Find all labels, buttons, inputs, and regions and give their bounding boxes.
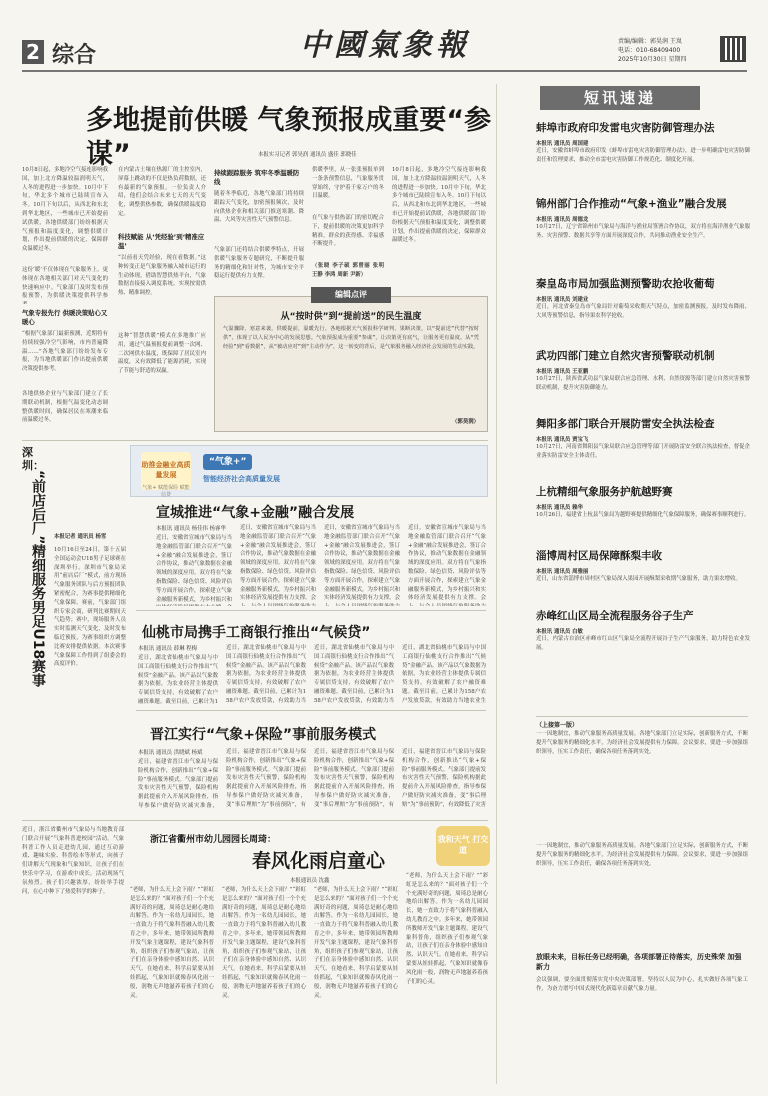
editor-line: 责编/编辑：郭昊润 王岚 <box>618 38 682 45</box>
brief-byline: 本报讯 通讯员 赖华 <box>536 505 583 511</box>
brief-item <box>536 608 750 669</box>
finance-body-3: 近日，福建省晋江市气象局与保险机构合作，创新推出“气象+保险”事前服务模式。气象部门提前发布灾害性天气预警，保险机构据此提前介入开展风险排查，指导参保户做好防灾减灾准备， <box>138 759 218 809</box>
shenzhen-body: 10月16日至24日，第十五届全国运动会U18男子足球赛在深圳举行。深圳市气象局采用“前店后厂”模式，前方现场气象服务团队与后方预报团队紧密配合，为赛事提供精细化气象保障。赛前，气象部门组织专家会商，研判比赛期间天气趋势；赛中，现场服务人员实时监测天气变化，及时发布临近预报，为赛事组织方调整比赛安排提供依据。本次赛事气象保障工作得到了组委会的高度评价。 <box>54 547 126 668</box>
finance-headline-1: 宣城推进“气象+金融”融合发展 <box>156 505 355 521</box>
lead-headline: 多地提前供暖 气象预报成重要“参谋” <box>86 105 492 170</box>
banner-tag: “气象+” <box>203 454 252 470</box>
brief-item <box>536 276 750 343</box>
finance-body-1-cont: 近日，安徽省宣城市气象局与当地金融监管部门联合召开“气象+金融”融合发展推进会，签订合作协议，推动气象数据在金融领域的深度应用。双方将在气象指数保险、绿色信贷、风险评估等方面开展合作，探索建立气象金融服务新模式，为乡村振兴和实体经济发展提供有力支撑。会 <box>240 525 316 602</box>
lead-col-5 <box>392 166 486 296</box>
banner-title: 助推金融业高质量发展 <box>141 461 191 479</box>
brief-body: 近日，内蒙古自治区赤峰市红山区气象局全流程开展谷子生产气象服务，助力特色农业发展。 <box>536 636 750 651</box>
brief-item <box>536 348 750 411</box>
finance-headline-3: 晋江实行“气象+保险”事前服务模式 <box>150 727 377 743</box>
lead-paragraph: 供暖季里，从一张张预报单到一条条预警信息，气象服务贯穿始终，守护着千家万户的冬日温暖。 <box>312 167 384 200</box>
commentary-body: 气温骤降，寒意来袭。供暖提前，温暖先行。各地根据天气预报科学研判、果断决策，以“提前送”代替“按时供”，体现了以人民为中心的发展思想。气象预报成为重要“参谋”，让决策更有底气，让服务更有温度。从“凭经验”到“看数据”，从“被动应对”到“主动作为”，这一转变的背后，是气象服务融入经济社会发展的生动实践。 <box>223 326 479 350</box>
shenzhen-vertical-title: “前店后厂”精细服务男足U18赛事 <box>30 470 46 688</box>
weather-logo: 我和天气 打交道 <box>436 826 490 866</box>
brief-title: 蚌埠市政府印发雷电灾害防御管理办法 <box>536 122 715 134</box>
page-number-box: 2 <box>22 40 44 64</box>
finance-headline-2: 仙桃市局携手工商银行推出“气候贷” <box>142 625 371 641</box>
commentary-label: 编辑点评 <box>311 287 391 303</box>
closing-body: 会议强调，要全面贯彻落实党中央决策部署，坚持以人民为中心，扎实做好各项气象工作，为奋力谱写中国式现代化新篇章贡献气象力量。 <box>536 977 748 992</box>
finance-body-3-cont: 近日，福建省晋江市气象局与保险机构合作，创新推出“气象+保险”事前服务模式。气象部门提前发布灾害性天气预警，保险机构据此提前介入开展风险排查，指导参保户做好防灾减灾准备，变“事后理赔”为“事前预防”，有效降低了灾害 <box>402 749 486 808</box>
lead-paragraph: 10月8日起，多地冷空气接连影响我国，加上北方降温较温润明天气，人冬的进程进一步加快。10月中下旬，华北多个城市已陆续宣布入冬。10月下旬以后，从西北和东北到华北地区，一些城市已开始提前试供暖，各地供暖部门纷纷根据天气预报和温度变化，调整供暖计划，作出提前供暖的决定，保障群众温暖过冬。 <box>22 167 108 253</box>
brief-title: 淄博周村区局保障酥梨丰收 <box>536 550 662 562</box>
commentary-box <box>214 290 488 432</box>
qr-code <box>720 36 746 62</box>
lead-paragraph: 在内蒙古土壤在热源厂的主控室内，屏幕上跳动的不仅是热负荷数据，还有最新的气象预报。一位负责人介绍，他们会结合未来七天的天气变化，调整供热参数，确保供暖温度稳定。 <box>118 167 206 217</box>
brief-item <box>536 196 750 271</box>
lead-subheading: 气象专报先行 供暖决策贴心又暖心 <box>22 309 108 326</box>
briefs-list <box>536 120 750 710</box>
brief-title: 上杭精细气象服务护航越野赛 <box>536 486 673 498</box>
finance-rule-2 <box>136 710 486 711</box>
brief-item <box>536 416 750 479</box>
lead-paragraph: 这份‘暖’不仅体现在气象服务上，更体现在各地相关部门对天气变化的快速响应中。气象部门及时发布预报预警，为供暖决策提供科学参 <box>22 267 108 300</box>
finance-body-2-cont: 近日，湖北省仙桃市气象局与中国工商银行仙桃支行合作推出“气候贷”金融产品。该产品以气象数据为依据，为农业经营主体提供专属信贷支持，有效破解了农户融资难题。截至目前，已累计为158户农户发放贷款，有效助力当 <box>314 645 394 704</box>
finance-body-2-cont: 近日，湖北省仙桃市气象局与中国工商银行仙桃支行合作推出“气候贷”金融产品。该产品以气象数据为依据，为农业经营主体提供专属信贷支持，有效破解了农户融资难题。截至目前，已累计为158户农户发放贷款，有效助力当 <box>226 645 306 704</box>
section-name: 综合 <box>52 43 97 68</box>
brief-item <box>536 548 750 603</box>
finance-body-1-cont: 近日，安徽省宣城市气象局与当地金融监管部门联合召开“气象+金融”融合发展推进会，签订合作协议，推动气象数据在金融领域的深度应用。双方将在气象指数保险、绿色信贷、风险评估等方面开展合作，探索建立气象金融服务新模式，为乡村振兴和实体经济发展提供有力支撑。会 <box>324 525 400 602</box>
lead-col-1 <box>22 166 108 434</box>
brief-byline: 本报讯 通讯员 白敏 <box>536 629 583 635</box>
phone-line: 电话：010-68409400 <box>618 47 681 54</box>
brief-byline: 本报讯 通讯员 周国建 <box>536 141 589 147</box>
brief-title: 舞阳多部门联合开展防雷安全执法检查 <box>536 418 715 430</box>
lead-paragraph: 10月8日起，多地冷空气接连影响我国，加上北方降温较温润明天气，人冬的进程进一步加快。10月中下旬，华北多个城市已陆续宣布入冬。10月下旬以后，从西北和东北到华北地区，一些城市已开始提前试供暖，各地供暖部门纷纷根据天气预报和温度变化，调整供暖计划，作出提前供暖的决定，保障群众温暖过冬。 <box>392 167 486 244</box>
brief-byline: 本报讯 通讯员 周雅丽 <box>536 569 589 575</box>
kindergarten-byline: 本报通讯员 沈鑫 <box>290 878 330 884</box>
kindergarten-left-body: 近日，浙江省衢州市气象局与当地教育部门联合开展“气象科普进校园”活动。气象科普工作人员走进幼儿园，通过互动游戏、趣味实验、科普绘本等形式，向孩子们讲解天气现象和气象知识，让孩子们在快乐中学习，在游戏中成长。活动现场气氛热烈，孩子们兴趣浓厚，纷纷举手提问，在心中种下了热爱科学的种子。 <box>22 827 124 895</box>
lead-paragraph: 在气象与供热部门的密切配合下，提前供暖的决策更加科学精准，群众的获得感、幸福感不断提升。 <box>312 215 384 248</box>
lead-paragraph: 气象部门还将结合供暖季特点，开展供暖气象服务专题研究，不断提升服务的精细化和针对性，为城市安全平稳运行提供有力支撑。 <box>214 247 304 280</box>
lead-byline: 本报实习记者 郭昊润 通讯员 盛佳 郭晓佳 <box>258 152 357 158</box>
lead-credits: （张晓 李子硕 郭曾丽 张明 王静 李鸿 周新 尹新） <box>312 263 384 278</box>
brief-body: 10月27日，河南省舞阳县气象局联合应急管理等部门开展防雷安全联合执法检查，督促企业落实防雷安全主体责任。 <box>536 444 750 459</box>
finance-byline-2: 本报讯 通讯员 薛琳 程梅 <box>138 646 198 652</box>
lead-paragraph: 这种“智慧供暖”模式在多地推广应用，通过气温预报提前调整一次网、二次网供水温度，既保障了居民室内温度，又有效降低了能源消耗，实现了节能与舒适的双赢。 <box>118 333 206 375</box>
finance-body-3-cont: 近日，福建省晋江市气象局与保险机构合作，创新推出“气象+保险”事前服务模式。气象部门提前发布灾害性天气预警，保险机构据此提前介入开展风险排查，指导参保户做好防灾减灾准备，变“事后理赔”为“事前预防”，有 <box>226 749 306 808</box>
brief-body: 近日，河北省秦皇岛市气象局针对葡萄采收期天气特点，加密监测预报，及时发布降雨、大风等预警信息，指导果农科学抢收。 <box>536 304 750 319</box>
brief-item <box>536 120 750 191</box>
banner-subtitle: 气象+ 赋能保险 赋能信贷 <box>142 485 190 498</box>
brief-byline: 本报讯 通讯员 周德龙 <box>536 217 589 223</box>
brief-body: 10月27日，辽宁省锦州市气象局与海洋与渔业局签署合作协议，双方将在海洋渔业气象服务、灾害预警、数据共享等方面开展深度合作，共同推动渔业安全生产。 <box>536 224 750 239</box>
kindergarten-body-cont: “老师，为什么天上会下雨？”“彩虹是怎么来的？”面对孩子们一个个充满好奇的问题，周琦总是耐心地给出解答。作为一名幼儿园园长，她一直致力于将气象科普融入幼儿教育之中。多年来，她带领园所教师开发气象主题课程，建设气象科普角，组织孩子们参观气象站，让孩子们在亲身体验中感知自然、认识天气。在她看来，科学启蒙要从娃娃抓起，气象知识就像春风化雨一般，润物无声地滋养着孩子们的心灵。 <box>314 887 398 999</box>
paper-logo: 中國氣象報 <box>300 28 470 63</box>
kindergarten-headline: 春风化雨启童心 <box>252 850 386 872</box>
brief-body: 10月26日，福建省上杭县气象局为越野赛提供精细化气象保障服务，确保赛事顺利进行。 <box>536 512 750 518</box>
brief-byline: 本报讯 通讯员 王亚鹏 <box>536 369 589 375</box>
finance-banner <box>130 445 488 497</box>
finance-byline-1: 本报讯 通讯员 杨佳伟 杨睿华 <box>156 526 226 532</box>
kindergarten-body-cont: “老师，为什么天上会下雨？”“彩虹是怎么来的？”面对孩子们一个个充满好奇的问题，周琦总是耐心地给出解答。作为一名幼儿园园长，她一直致力于将气象科普融入幼儿教育之中。多年来，她带领园所教师开发气象主题课程，建设气象科普角，组织孩子们参观气象站，让孩子们在亲身体验中感知自然、认识天气。在她看来，科学启蒙要从娃娃抓起，气象知识就像春风化雨一般，润物无声地滋养着孩子们的心灵。 <box>406 873 488 985</box>
kindergarten-body: “老师，为什么天上会下雨？”“彩虹是怎么来的？”面对孩子们一个个充满好奇的问题，周琦总是耐心地给出解答。作为一名幼儿园园长，她一直致力于将气象科普融入幼儿教育之中。多年来，她带领园所教师开发气象主题课程，建设气象科普角，组织孩子们参观气象站，让孩子们在亲身体验中感知自然、认识天气。在她看来，科学启蒙要从娃娃抓起，气象知识就像春风化雨一般，润物无声地滋养着孩子们的心灵。 <box>130 887 214 999</box>
lead-subheading: 科技赋能 从‘凭经验’到‘精准应温’ <box>118 233 205 250</box>
finance-byline-3: 本报讯 通讯员 洪晓斌 杨斌 <box>138 750 203 756</box>
brief-title: 锦州部门合作推动“气象+渔业”融合发展 <box>536 198 727 210</box>
brief-body: 近日，安徽省蚌埠市政府印发《蚌埠市雷电灾害防御管理办法》，进一步明确雷电灾害防御责任和管理要求，推动全市雷电灾害防御工作规范化、制度化开展。 <box>536 148 750 163</box>
lead-paragraph: 随着冬季临近，各地气象部门将持续跟踪天气变化，加密预报频次，及时向供热企业和相关部门推送寒潮、降温、大风等灾害性天气预警信息。 <box>214 191 304 224</box>
brief-byline: 本报讯 通讯员 刘建业 <box>536 297 589 303</box>
banner-logo <box>141 452 191 498</box>
kindergarten-kicker: 浙江省衢州市幼儿园园长周琦： <box>150 835 277 845</box>
shenzhen-byline: 本报记者 通讯员 杨雪 <box>54 534 107 540</box>
finance-body-2: 近日，湖北省仙桃市气象局与中国工商银行仙桃支行合作推出“气候贷”金融产品。该产品以气象数据为依据，为农业经营主体提供专属信贷支持，有效破解了农户融资难题。截至目前，已累计为1 <box>138 655 218 704</box>
briefs-header: 短讯速递 <box>540 86 700 110</box>
date-line: 2025年10月30日 星期四 <box>618 56 687 63</box>
lead-subheading: 持续跟踪服务 筑牢冬季温暖防线 <box>214 169 300 186</box>
finance-body-3-cont: 近日，福建省晋江市气象局与保险机构合作，创新推出“气象+保险”事前服务模式。气象部门提前发布灾害性天气预警，保险机构据此提前介入开展风险排查，指导参保户做好防灾减灾准备，变“事后理赔”为“事前预防”，有 <box>314 749 394 808</box>
lead-paragraph: “根据气象部门最新预测，近期将有持续较强冷空气影响，市内普遍降温……”各地气象部门纷纷发布专报，为当地供暖部门作出提前供暖决策提供参考。 <box>22 331 108 373</box>
kindergarten-body-cont: “老师，为什么天上会下雨？”“彩虹是怎么来的？”面对孩子们一个个充满好奇的问题，周琦总是耐心地给出解答。作为一名幼儿园园长，她一直致力于将气象科普融入幼儿教育之中。多年来，她带领园所教师开发气象主题课程，建设气象科普角，组织孩子们参观气象站，让孩子们在亲身体验中感知自然、认识天气。在她看来，科学启蒙要从娃娃抓起，气象知识就像春风化雨一般，润物无声地滋养着孩子们的心灵。 <box>222 887 306 999</box>
brief-body: 近日，山东省淄博市周村区气象局深入果园开展酥梨采收期气象服务，助力果农增收。 <box>536 576 741 582</box>
continued-body: 一一因地制宜，推动气象服务高质量发展。各地气象部门立足实际，创新服务方式，不断提升气象服务的精细化水平，为经济社会发展提供有力保障。会议要求，要进一步加强组织领导，压实工作责任，确保各项任务落到实处。 <box>536 731 748 755</box>
lead-col-2 <box>118 166 206 434</box>
briefs-rule <box>536 716 748 717</box>
finance-body-1-cont: 近日，安徽省宣城市气象局与当地金融监管部门联合召开“气象+金融”融合发展推进会，签订合作协议，推动气象数据在金融领域的深度应用。双方将在气象指数保险、绿色信贷、风险评估等方面开展合作，探索建立气象金融服务新模式，为乡村振兴和实体经济发展提供有力支撑。会 <box>408 525 486 602</box>
masthead-rule <box>22 70 747 72</box>
shenzhen-prefix: 深圳： <box>22 446 44 472</box>
continued-subhead: 放眼未来，目标任务已经明确，各项部署正待落实，历史殊荣 加强新力 <box>536 953 742 971</box>
continued-label: （上接第一版） <box>536 722 579 729</box>
lead-paragraph: “以前看天凭经验，现在看数据。”这种转变正是气象服务融入城市运行的生动体现。借助智慧供热平台，气象数据直接接入调度系统，实现按需供热、精准调控。 <box>118 255 206 297</box>
brief-title: 秦皇岛市局加强监测预警助农抢收葡萄 <box>536 278 715 290</box>
brief-item <box>536 484 750 543</box>
banner-tagline: 智能经济社会高质量发展 <box>203 475 280 483</box>
brief-title: 武功四部门建立自然灾害预警联动机制 <box>536 350 715 362</box>
brief-title: 赤峰红山区局全流程服务谷子生产 <box>536 610 694 622</box>
commentary-title: 从“按时供”到“提前送”的民生温度 <box>280 312 422 322</box>
commentary-author: （郭昊润） <box>452 419 479 425</box>
continued-body-2: 一一因地制宜，推动气象服务高质量发展。各地气象部门立足实际，创新服务方式，不断提升气象服务的精细化水平，为经济社会发展提供有力保障。会议要求，要进一步加强组织领导，压实工作责任，确保各项任务落到实处。 <box>536 843 748 867</box>
finance-body-2-cont: 近日，湖北省仙桃市气象局与中国工商银行仙桃支行合作推出“气候贷”金融产品。该产品以气象数据为依据，为农业经营主体提供专属信贷支持，有效破解了农户融资难题。截至目前，已累计为158户农户发放贷款，有效助力当地农业生 <box>402 645 486 704</box>
bottom-rule <box>22 820 488 821</box>
brief-body: 10月27日，陕西省武功县气象局联合应急管理、水利、自然资源等部门建立自然灾害预警联动机制，提升灾害防御能力。 <box>536 376 750 391</box>
left-column-rule <box>22 440 488 441</box>
finance-rule-1 <box>136 610 486 611</box>
finance-body-1: 近日，安徽省宣城市气象局与当地金融监管部门联合召开“气象+金融”融合发展推进会，签订合作协议，推动气象数据在金融领域的深度应用。双方将在气象指数保险、绿色信贷、风险评估等方面开展合作，探索建立气象金融服务新模式，为乡村振兴和 <box>156 535 232 603</box>
lead-paragraph: 各地供热企业与气象部门建立了长期联动机制，根据气温变化动态调整供暖时间，确保居民在寒潮来临前温暖过冬。 <box>22 391 108 424</box>
brief-byline: 本报讯 通讯员 贾宝飞 <box>536 437 589 443</box>
right-column-rule <box>496 84 497 1084</box>
masthead <box>0 0 768 76</box>
lead-col-4 <box>312 166 384 296</box>
